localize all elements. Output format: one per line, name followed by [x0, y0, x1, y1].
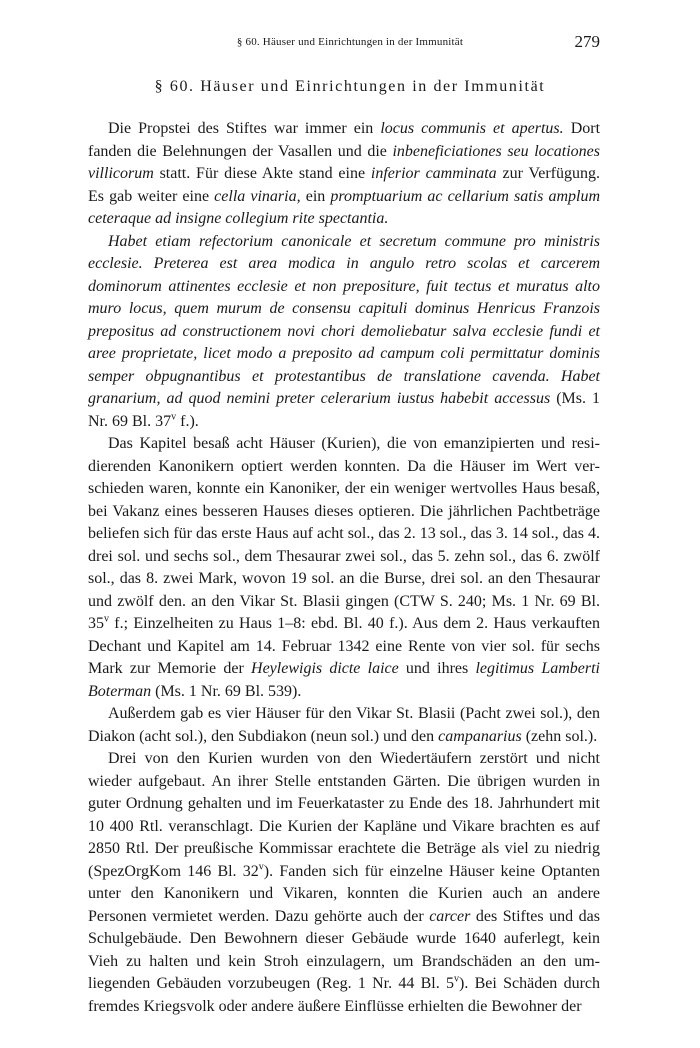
text-run: Außerdem gab es vier Häuser für den Vikar St. Blasii (Pacht zwei sol.), den Diakon (acht sol.), den Subdiakon (neun sol.) und den: [88, 705, 600, 745]
text-run: des Stiftes und das Schulgebäude. Den Bewohnern dieser Gebäude wurde 1640 auferlegt, kein Vieh zu halten und kein Stroh einzulagern, um Brandschäden an den umliegenden Gebäuden vorzubeugen (Reg. 1 Nr. 44 Bl. 5: [88, 907, 600, 992]
body-text: [88, 118, 600, 1018]
text-run: ). Fanden sich für einzelne Häuser keine Optanten unter den Kanonikern und Vikaren, konnten die Kurien auch an andere Personen vermietet werden. Dazu gehörte auch der: [88, 862, 601, 925]
superscript-text: v: [104, 613, 109, 625]
italic-text: inferior camminata: [370, 165, 497, 182]
text-run: ). Bei Schäden durch fremdes Kriegsvolk oder andere äußere Einflüsse erhielten die Bewohner der: [88, 975, 601, 1015]
text-run: Drei von den Kurien wurden von den Wiedertäufern zerstört und nicht wieder aufgebaut. An ihrer Stelle entstanden Gärten. Die übrigen wurden in guter Ordnung gehalten und im Feuerkataster zu Ende des 18. Jahrhundert mit 10 400 Rtl. veranschlagt. Die Kurien der Kapläne und Vikare brachten es auf 2850 Rtl. Der preußische Kommissar erachtete die Beträge als viel zu niedrig (SpezOrgKom 146 Bl. 32: [88, 750, 600, 880]
italic-text: cella vinaria,: [214, 187, 301, 205]
italic-text: inbeneficiationes seu locationes villicorum: [88, 142, 600, 182]
text-run: Das Kapitel besaß acht Häuser (Kurien), die von emanzipierten und residierenden Kanonikern optiert werden konnten. Da die Häuser im Wert verschieden waren, konnte ein Kanoniker, der ein weniger wertvolles Haus besaß, bei Vakanz eines besseren Hauses dieses optieren. Die jährlichen Pachtbeträge beliefen sich für das erste Haus auf acht sol., das 2. 13 sol., das 3. 14 sol., das 4. drei sol. und sechs sol., dem Thesaurar zwei sol., das 5. zehn sol., das 6. zwölf sol., das 8. zwei Mark, wovon 19 sol. an die Burse, drei sol. an den Thesaurar und zwölf den. an den Vikar St. Blasii gingen (CTW S. 240; Ms. 1 Nr. 69 Bl. 35: [88, 435, 600, 632]
paragraph: [88, 703, 600, 748]
paragraph: [88, 748, 600, 1018]
italic-text: Habet etiam refectorium canonicale et secretum commune pro ministris ecclesie. Preterea est area modica in angulo retro scolas et carcerem dominorum attinentes ecclesie et non prepositure, fuit tectus et muratus alto muro locus, quem murum de consensu capituli dominus Henricus Franzois prepositus ad constructionem novi chori demoliebatur salva ecclesie fundi et aree proprietate, licet modo a preposito ad campum coli permittatur dominis semper obpugnantibus et protestantibus de translatione cavenda. Habet granarium, ad quod nemini preter celerarium iustus habebit accessus: [88, 232, 600, 407]
page-number: 279: [574, 32, 600, 51]
italic-text: Heylewigis dicte laice: [251, 660, 399, 677]
italic-text: carcer: [429, 907, 471, 925]
text-run: und ihres: [398, 660, 476, 677]
paragraph: [88, 231, 600, 434]
italic-text: locus communis et apertus.: [380, 120, 564, 137]
superscript-text: v: [258, 861, 264, 873]
superscript-text: v: [171, 411, 177, 423]
paragraph: [88, 118, 600, 231]
text-run: (Ms. 1 Nr. 69 Bl. 37: [88, 390, 601, 430]
paragraph: [88, 433, 600, 703]
superscript-text: v: [454, 973, 460, 985]
italic-text: promptuarium ac cellarium satis amplum ceteraque ad insigne collegium rite spectantia.: [88, 187, 601, 227]
text-run: statt. Für diese Akte stand eine: [153, 165, 371, 182]
text-run: Die Propstei des Stiftes war immer ein: [108, 120, 381, 137]
text-run: zur Verfügung. Es gab weiter eine: [88, 165, 600, 205]
text-run: (zehn sol.).: [521, 727, 598, 745]
text-run: (Ms. 1 Nr. 69 Bl. 539).: [151, 682, 302, 700]
text-run: f.).: [176, 412, 199, 430]
text-run: f.; Einzelheiten zu Haus 1–8: ebd. Bl. 40 f.). Aus dem 2. Haus verkauften Dechant und Kapitel am 14. Februar 1342 eine Rente von vier sol. für sechs Mark zur Memorie der: [88, 615, 600, 677]
text-run: Dort fanden die Belehnungen der Vasallen und die: [88, 120, 601, 160]
italic-text: legitimus Lamberti Boterman: [88, 660, 600, 700]
section-title: § 60. Häuser und Einrichtungen in der Immunität: [154, 78, 546, 95]
running-head: § 60. Häuser und Einrichtungen in der Immunität: [236, 36, 464, 48]
italic-text: campanarius: [438, 727, 522, 745]
text-run: ein: [300, 187, 331, 205]
